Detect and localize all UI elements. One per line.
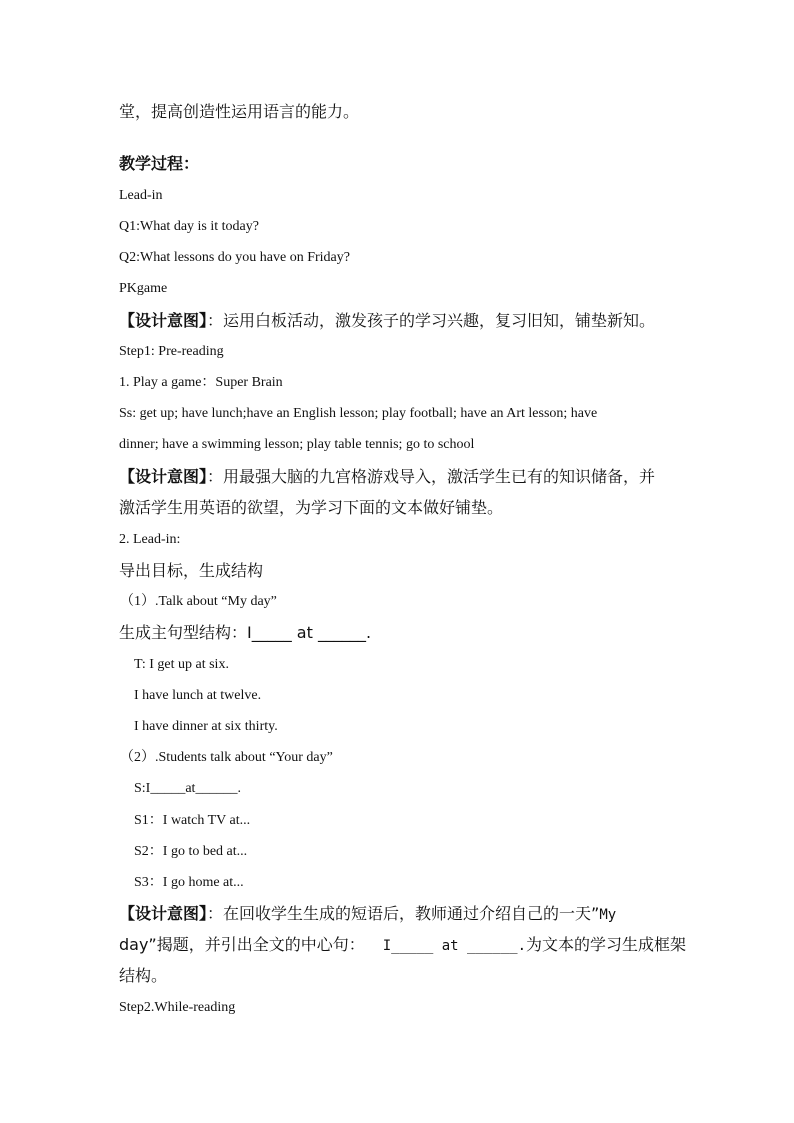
goal-text: 导出目标，生成结构 [119,561,264,580]
phrase-list-line-1: Ss: get up; have lunch;have an English lesson; play football; have an Art lesson; have [119,406,598,421]
design-intent-text-en: My [599,907,617,923]
design-intent-label: 【设计意图】 [119,467,208,486]
play-game-item: 1. Play a game：Super Brain [119,375,283,390]
design-intent-text: 为文本的学习生成框架 [526,935,687,954]
teacher-example-2: I have lunch at twelve. [134,688,262,703]
student-pattern: S:I_____at______. [134,781,241,796]
teacher-example-1: T: I get up at six. [134,657,229,672]
talk-item-2: （2）.Students talk about “Your day” [120,750,333,765]
design-intent-text: day”揭题，并引出全文的中心句： [119,935,365,954]
lead-in-label: Lead-in [119,188,163,203]
talk-item-1: （1）.Talk about “My day” [120,594,277,609]
section-heading-teaching-process: 教学过程： [119,154,200,173]
question-2: Q2:What lessons do you have on Friday? [119,250,350,265]
teacher-example-3: I have dinner at six thirty. [134,719,278,734]
design-intent-3 [119,904,616,925]
student-example-1: S1：I watch TV at... [134,813,251,828]
student-example-3: S3：I go home at... [134,875,244,890]
phrase-list-line-2: dinner; have a swimming lesson; play table tennis; go to school [119,437,475,452]
design-intent-2-continuation: 激活学生用英语的欲望，为学习下面的文本做好铺垫。 [119,498,504,517]
lead-in-2-heading: 2. Lead-in: [119,532,181,547]
design-intent-3-continuation [119,935,686,956]
design-intent-2 [119,467,655,487]
intro-continuation: 堂，提高创造性运用语言的能力。 [119,102,360,121]
design-intent-text: ：运用白板活动，激发孩子的学习兴趣，复习旧知，铺垫新知。 [207,311,656,330]
design-intent-label: 【设计意图】 [119,904,208,923]
question-1: Q1:What day is it today? [119,219,259,234]
design-intent-3-end: 结构。 [119,966,168,985]
design-intent-label: 【设计意图】 [119,311,208,330]
pk-game-label: PKgame [119,281,168,296]
step1-heading: Step1: Pre-reading [119,344,224,359]
design-intent-text: ：在回收学生生成的短语后，教师通过介绍自己的一天” [207,904,600,923]
sentence-structure-text: 生成主句型结构：I_____ at ______. [119,623,372,642]
design-intent-text: ：用最强大脑的九宫格游戏导入，激活学生已有的知识储备，并 [207,467,656,486]
step2-heading: Step2.While-reading [119,1000,236,1015]
student-example-2: S2：I go to bed at... [134,844,248,859]
design-intent-1 [119,311,655,331]
central-sentence: I_____ at ______. [382,938,527,954]
sentence-structure [119,623,371,643]
